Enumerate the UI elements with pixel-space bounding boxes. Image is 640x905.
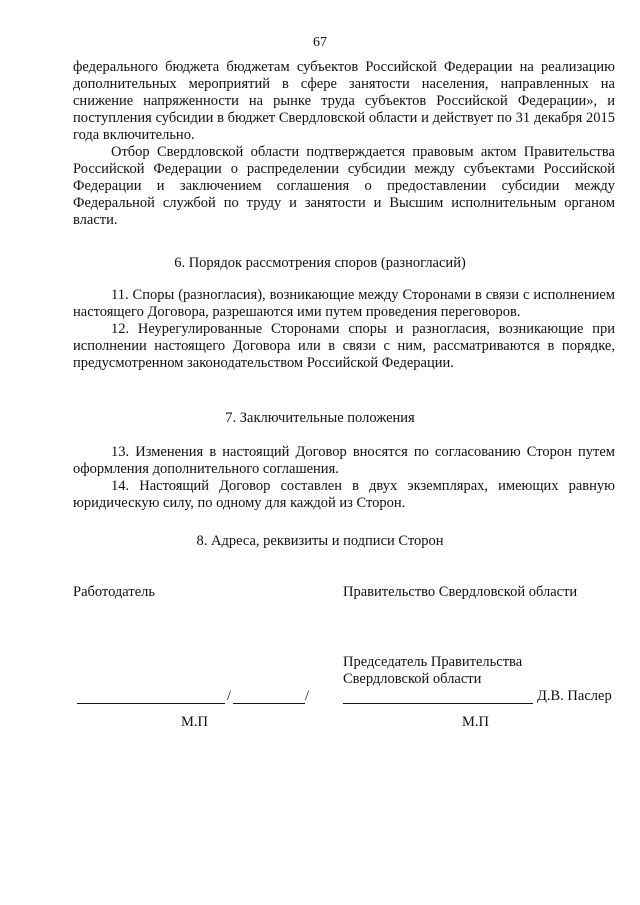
section-7-text-block <box>73 444 615 512</box>
chairman-title-line2: Свердловской области <box>343 671 482 687</box>
clause-13: 13. Изменения в настоящий Договор вносятся по согласованию Сторон путем оформления дополнительного соглашения. <box>73 444 615 477</box>
clause-11: 11. Споры (разногласия), возникающие между Сторонами в связи с исполнением настоящего Договора, разрешаются ими путем проведения переговоров. <box>73 287 615 320</box>
clause-14: 14. Настоящий Договор составлен в двух экземплярах, имеющих равную юридическую силу, по одному для каждой из Сторон. <box>73 478 615 511</box>
employer-name-line <box>233 703 305 704</box>
stamp-place-left: М.П <box>181 714 208 730</box>
government-label: Правительство Свердловской области <box>343 584 578 600</box>
chairman-title-line1: Председатель Правительства <box>343 654 523 670</box>
intro-paragraph-selection: Отбор Свердловской области подтверждается правовым актом Правительства Российской Федерации о распределении субсидии между субъектами Российской Федерации и заключением соглашения о предоставлении субсидии между Федеральной службой по труду и занятости и Высшим исполнительным органом власти. <box>73 144 615 228</box>
intro-text-block <box>73 59 615 229</box>
employer-label: Работодатель <box>73 584 155 600</box>
stamp-place-right: М.П <box>462 714 489 730</box>
government-signature-line <box>343 703 533 704</box>
signatory-name: Д.В. Паслер <box>537 688 612 704</box>
employer-signature-line <box>77 703 225 704</box>
signature-slash-open: / <box>227 688 232 704</box>
intro-paragraph-continued: федерального бюджета бюджетам субъектов Российской Федерации на реализацию дополнительных мероприятий в сфере занятости населения, направленных на снижение напряженности на рынке труда субъектов Российской Федерации», и поступления субсидии в бюджет Свердловской области и действует по 31 декабря 2015 года включительно. <box>73 59 615 143</box>
page-number: 67 <box>313 35 327 50</box>
section-6-text-block <box>73 287 615 372</box>
section-6-heading: 6. Порядок рассмотрения споров (разногласий) <box>174 255 466 271</box>
section-8-heading: 8. Адреса, реквизиты и подписи Сторон <box>196 533 444 549</box>
section-7-heading: 7. Заключительные положения <box>225 410 415 426</box>
signature-slash-close: / <box>305 688 310 704</box>
clause-12: 12. Неурегулированные Сторонами споры и разногласия, возникающие при исполнении настоящего Договора или в связи с ним, рассматриваются в порядке, предусмотренном законодательством Российской Федерации. <box>73 321 615 371</box>
